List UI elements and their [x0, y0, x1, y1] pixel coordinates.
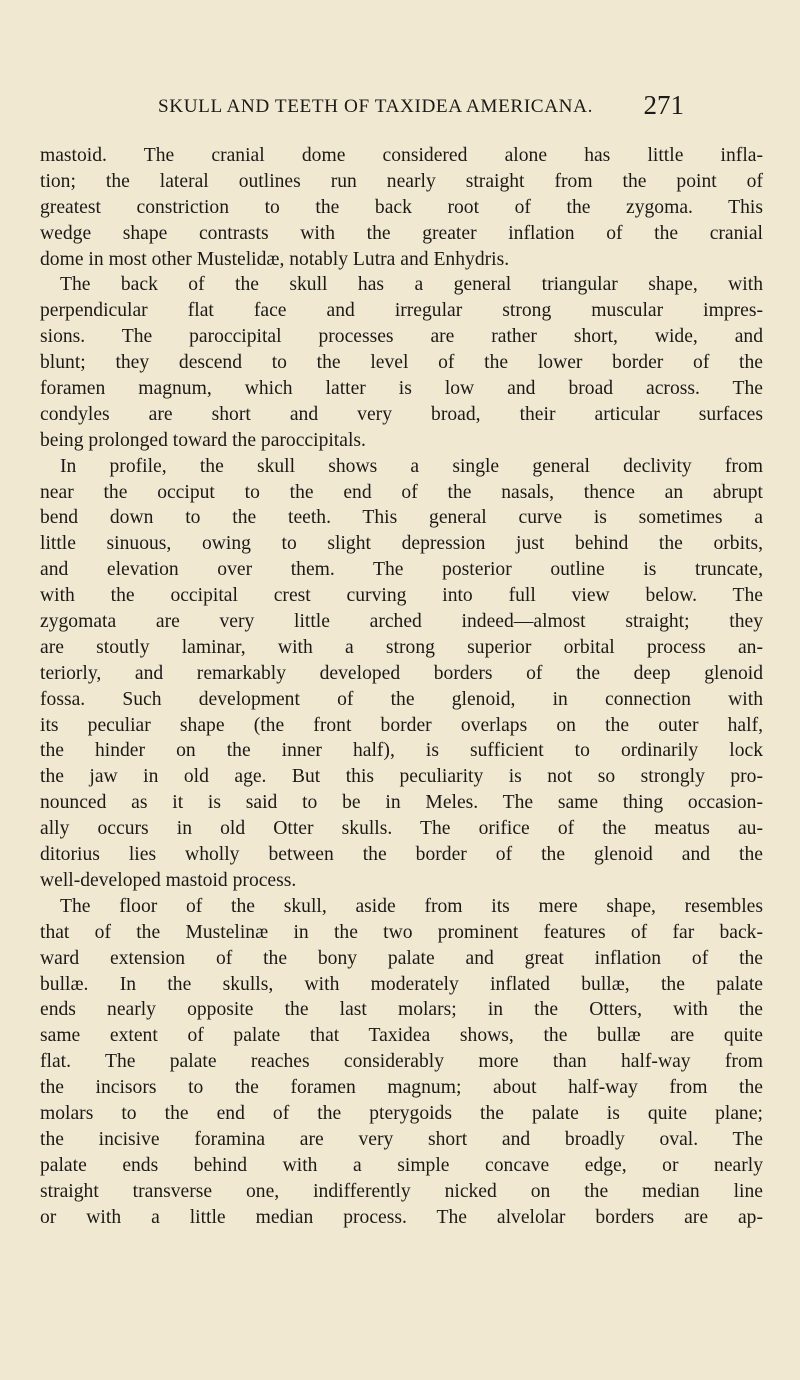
text-line: that of the Mustelinæ in the two prominent features of far back-	[40, 921, 763, 943]
text-line: straight transverse one, indifferently nicked on the median line	[40, 1180, 763, 1202]
text-line: mastoid. The cranial dome considered alone has little infla-	[40, 145, 763, 166]
text-line: molars to the end of the pterygoids the palate is quite plane;	[40, 1102, 763, 1124]
text-line: being prolonged toward the paroccipitals.	[40, 429, 366, 451]
text-line: The floor of the skull, aside from its mere shape, resembles	[60, 895, 763, 917]
text-line: with the occipital crest curving into full view below. The	[40, 585, 763, 607]
text-line: near the occiput to the end of the nasals, thence an abrupt	[40, 481, 763, 503]
body-text	[40, 143, 763, 1230]
text-line: fossa. Such development of the glenoid, in connection with	[40, 688, 763, 710]
text-line: greatest constriction to the back root of the zygoma. This	[40, 196, 763, 218]
page-header	[158, 90, 684, 130]
text-line: ends nearly opposite the last molars; in the Otters, with the	[40, 999, 763, 1021]
text-line: sions. The paroccipital processes are rather short, wide, and	[40, 326, 763, 348]
running-head: SKULL AND TEETH OF TAXIDEA AMERICANA.	[158, 96, 593, 117]
text-line: bend down to the teeth. This general curve is sometimes a	[40, 507, 763, 529]
text-line: or with a little median process. The alvelolar borders are ap-	[40, 1206, 763, 1228]
text-line: palate ends behind with a simple concave edge, or nearly	[40, 1154, 763, 1176]
text-line: In profile, the skull shows a single general declivity from	[60, 455, 763, 477]
text-line: perpendicular flat face and irregular strong muscular impres-	[40, 300, 763, 322]
text-line: its peculiar shape (the front border overlaps on the outer half,	[40, 714, 763, 736]
text-line: ditorius lies wholly between the border of the glenoid and the	[40, 844, 763, 866]
text-line: the incisive foramina are very short and broadly oval. The	[40, 1128, 763, 1150]
text-line: teriorly, and remarkably developed borders of the deep glenoid	[40, 662, 763, 684]
text-line: zygomata are very little arched indeed—almost straight; they	[40, 611, 763, 633]
text-line: dome in most other Mustelidæ, notably Lutra and Enhydris.	[40, 248, 510, 270]
text-line: well-developed mastoid process.	[40, 869, 297, 891]
text-line: ward extension of the bony palate and great inflation of the	[40, 947, 763, 969]
text-line: the jaw in old age. But this peculiarity is not so strongly pro-	[40, 766, 763, 788]
text-line: wedge shape contrasts with the greater inflation of the cranial	[40, 222, 763, 244]
page-number: 271	[643, 90, 684, 120]
text-line: ally occurs in old Otter skulls. The orifice of the meatus au-	[40, 818, 763, 840]
text-line: blunt; they descend to the level of the lower border of the	[40, 352, 763, 374]
text-line: tion; the lateral outlines run nearly straight from the point of	[40, 170, 763, 192]
text-line: little sinuous, owing to slight depression just behind the orbits,	[40, 533, 763, 555]
text-line: same extent of palate that Taxidea shows, the bullæ are quite	[40, 1025, 763, 1047]
text-line: the incisors to the foramen magnum; about half-way from the	[40, 1077, 763, 1099]
text-line: and elevation over them. The posterior outline is truncate,	[40, 559, 763, 581]
text-line: condyles are short and very broad, their articular surfaces	[40, 403, 763, 425]
text-line: foramen magnum, which latter is low and broad across. The	[40, 378, 763, 400]
text-line: are stoutly laminar, with a strong superior orbital process an-	[40, 636, 763, 658]
text-line: bullæ. In the skulls, with moderately inflated bullæ, the palate	[40, 973, 763, 995]
text-line: The back of the skull has a general triangular shape, with	[60, 274, 763, 296]
text-line: flat. The palate reaches considerably more than half-way from	[40, 1051, 763, 1073]
text-line: the hinder on the inner half), is sufficient to ordinarily lock	[40, 740, 763, 762]
text-line: nounced as it is said to be in Meles. The same thing occasion-	[40, 792, 763, 814]
